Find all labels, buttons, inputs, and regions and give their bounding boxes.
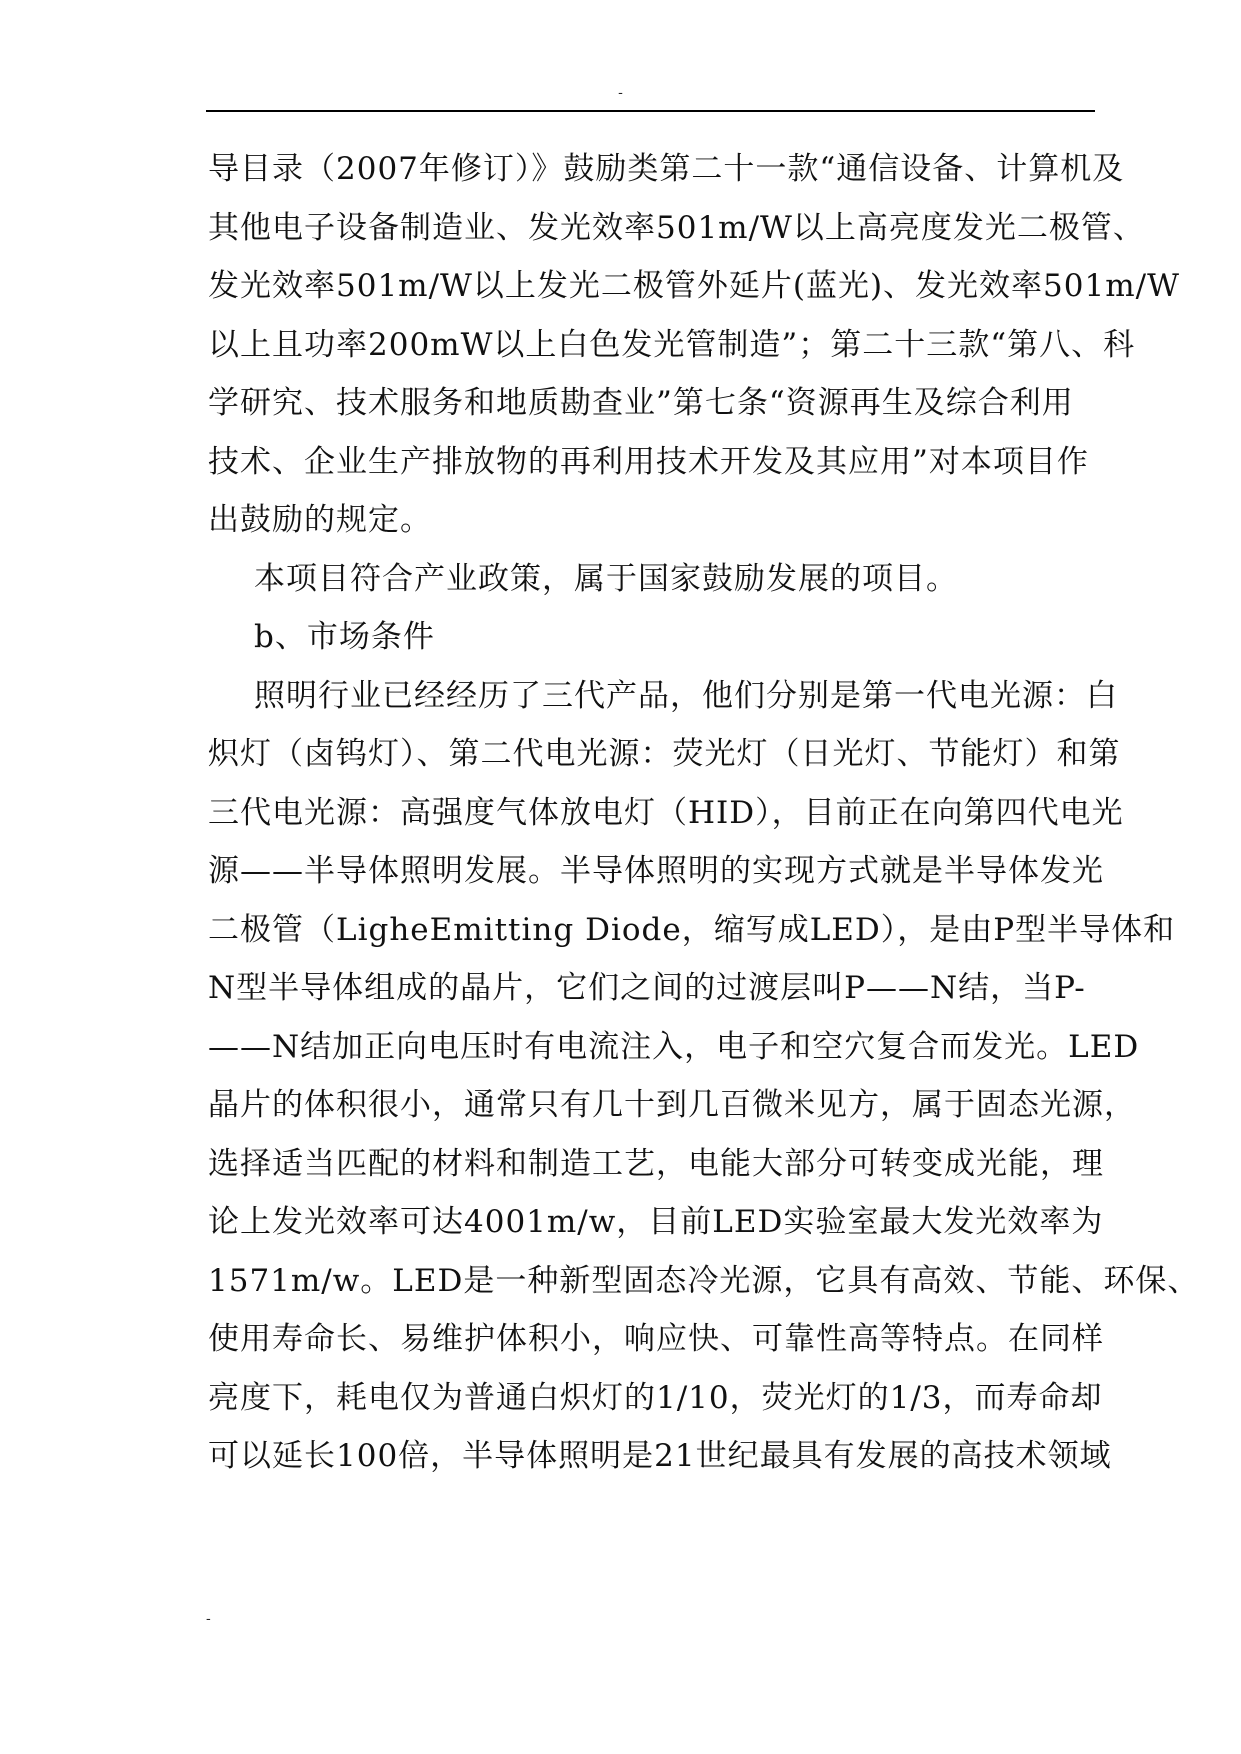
body-line: 晶片的体积很小，通常只有几十到几百微米见方，属于固态光源， xyxy=(208,1087,1136,1123)
body-line: 可以延长100倍，半导体照明是21世纪最具有发展的高技术领域 xyxy=(208,1438,1112,1474)
body-line: 炽灯（卤钨灯）、第二代电光源：荧光灯（日光灯、节能灯）和第 xyxy=(208,736,1121,772)
body-line: 论上发光效率可达4001m/w，目前LED实验室最大发光效率为 xyxy=(208,1204,1104,1240)
body-line: 照明行业已经经历了三代产品，他们分别是第一代电光源：白 xyxy=(254,677,1118,714)
body-line: 出鼓励的规定。 xyxy=(208,502,432,538)
body-line: 二极管（LigheEmitting Diode，缩写成LED），是由P型半导体和 xyxy=(208,911,1176,948)
body-line: 1571m/w。LED是一种新型固态冷光源，它具有高效、节能、环保、 xyxy=(208,1262,1200,1299)
body-line: 技术、企业生产排放物的再利用技术开发及其应用”对本项目作 xyxy=(208,443,1089,480)
document-body xyxy=(208,140,1200,1486)
body-line: 导目录（2007年修订）》鼓励类第二十一款“通信设备、计算机及 xyxy=(208,151,1125,187)
body-line: 三代电光源：高强度气体放电灯（HID），目前正在向第四代电光 xyxy=(208,794,1124,831)
body-line: N型半导体组成的晶片，它们之间的过渡层叫P——N结，当P- xyxy=(208,970,1086,1006)
section-heading: b、市场条件 xyxy=(254,619,435,655)
body-line: 源——半导体照明发展。半导体照明的实现方式就是半导体发光 xyxy=(208,853,1104,889)
body-line: 选择适当匹配的材料和制造工艺，电能大部分可转变成光能，理 xyxy=(208,1145,1104,1182)
body-line: ——N结加正向电压时有电流注入，电子和空穴复合而发光。LED xyxy=(208,1028,1140,1065)
page-footer-mark: - xyxy=(206,1611,211,1627)
body-line: 学研究、技术服务和地质勘查业”第七条“资源再生及综合利用 xyxy=(208,385,1074,421)
header-divider xyxy=(206,110,1095,112)
body-line: 本项目符合产业政策，属于国家鼓励发展的项目。 xyxy=(254,560,958,597)
body-line: 发光效率501m/W以上发光二极管外延片(蓝光)、发光效率501m/W xyxy=(208,268,1180,304)
body-line: 亮度下，耗电仅为普通白炽灯的1/10，荧光灯的1/3，而寿命却 xyxy=(208,1379,1103,1416)
body-line: 其他电子设备制造业、发光效率501m/W以上高亮度发光二极管、 xyxy=(208,209,1145,246)
page-header-mark: - xyxy=(618,85,623,101)
body-line: 以上且功率200mW以上白色发光管制造”；第二十三款“第八、科 xyxy=(208,326,1136,363)
body-line: 使用寿命长、易维护体积小，响应快、可靠性高等特点。在同样 xyxy=(208,1321,1104,1357)
